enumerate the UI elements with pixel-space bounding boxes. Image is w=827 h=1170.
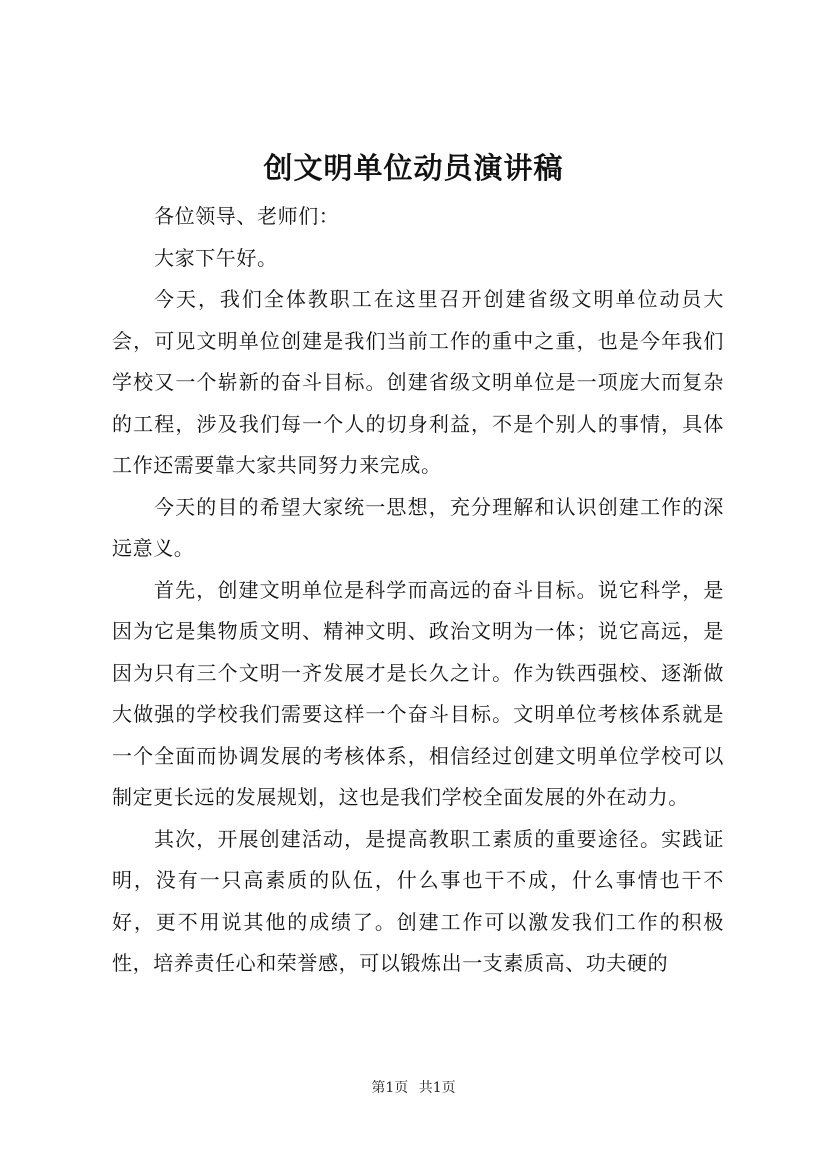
body-paragraph: 今天，我们全体教职工在这里召开创建省级文明单位动员大会，可见文明单位创建是我们当前工作的重中之重，也是今年我们学校又一个崭新的奋斗目标。创建省级文明单位是一项庞大而复杂的工程，涉及我们每一个人的切身利益，不是个别人的事情，具体工作还需要靠大家共同努力来完成。 (112, 287, 724, 477)
salutation-paragraph: 各位领导、老师们： (154, 204, 340, 228)
body-paragraph: 首先，创建文明单位是科学而高远的奋斗目标。说它科学，是因为它是集物质文明、精神文明、政治文明为一体；说它高远，是因为只有三个文明一齐发展才是长久之计。作为铁西强校、逐渐做大做强的学校我们需要这样一个奋斗目标。文明单位考核体系就是一个全面而协调发展的考核体系，相信经过创建文明单位学校可以制定更长远的发展规划，这也是我们学校全面发展的外在动力。 (112, 577, 724, 809)
greeting-paragraph: 大家下午好。 (154, 245, 278, 270)
total-pages: 共1页 (418, 1080, 456, 1096)
body-paragraph: 其次，开展创建活动，是提高教职工素质的重要途径。实践证明，没有一只高素质的队伍，什么事也干不成，什么事情也干不好，更不用说其他的成绩了。创建工作可以激发我们工作的积极性，培养责任心和荣誉感，可以锻炼出一支素质高、功夫硬的 (112, 826, 724, 975)
page-number: 第1页 (371, 1080, 409, 1096)
body-paragraph: 今天的目的希望大家统一思想，充分理解和认识创建工作的深远意义。 (112, 494, 724, 560)
document-title: 创文明单位动员演讲稿 (263, 151, 564, 185)
page-footer (0, 1078, 827, 1098)
document-body (112, 196, 724, 985)
